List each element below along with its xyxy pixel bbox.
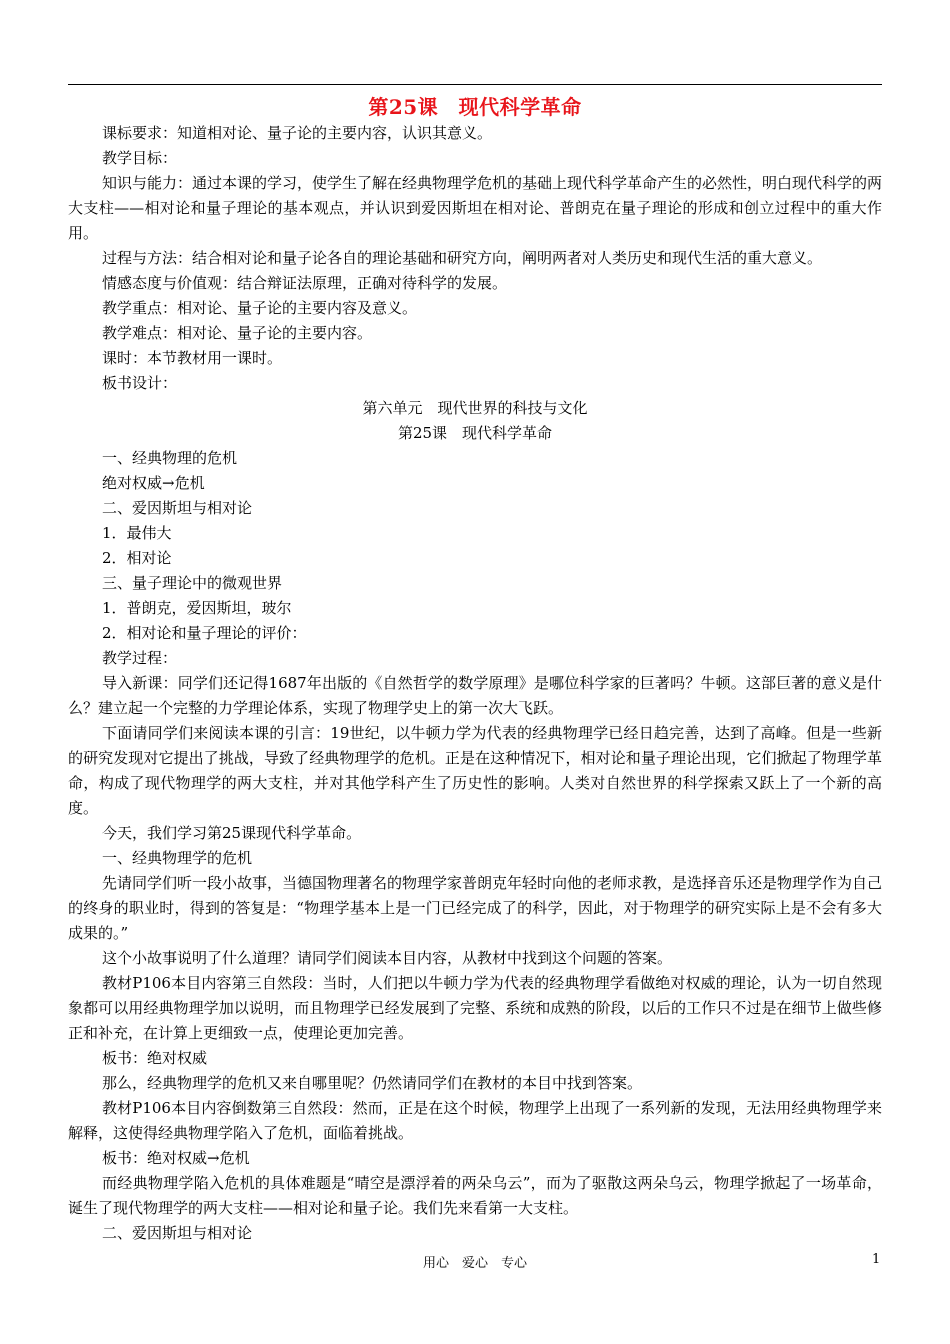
paragraph: 绝对权威→危机 — [102, 474, 205, 492]
centered-heading: 第六单元 现代世界的科技与文化 — [362, 399, 588, 417]
centered-heading: 第25课 现代科学革命 — [397, 424, 553, 442]
paragraph: 1．普朗克，爱因斯坦，玻尔 — [102, 599, 292, 617]
paragraph: 这个小故事说明了什么道理？请同学们阅读本目内容，从教材中找到这个问题的答案。 — [102, 949, 673, 967]
paragraph: 导入新课：同学们还记得1687年出版的《自然哲学的数学原理》是哪位科学家的巨著吗？牛顿。这部巨著的意义是什么？建立起一个完整的力学理论体系，实现了物理学史上的第一次大飞跃。 — [68, 674, 882, 717]
paragraph: 二、爱因斯坦与相对论 — [102, 499, 253, 517]
paragraph: 过程与方法：结合相对论和量子论各自的理论基础和研究方向，阐明两者对人类历史和现代生活的重大意义。 — [102, 249, 823, 267]
paragraph: 下面请同学们来阅读本课的引言：19世纪，以牛顿力学为代表的经典物理学已经日趋完善，达到了高峰。但是一些新的研究发现对它提出了挑战，导致了经典物理学的危机。正是在这种情况下，相对论和量子理论出现，它们掀起了物理学革命，构成了现代物理学的两大支柱，并对其他学科产生了历史性的影响。人类对自然世界的科学探索又跃上了一个新的高度。 — [68, 724, 882, 817]
paragraph: 三、量子理论中的微观世界 — [102, 574, 283, 592]
paragraph: 板书设计： — [102, 374, 178, 392]
paragraph: 板书：绝对权威 — [102, 1049, 208, 1067]
paragraph: 教材P106本目内容倒数第三自然段：然而，正是在这个时候，物理学上出现了一系列新的发现，无法用经典物理学来解释，这使得经典物理学陷入了危机，面临着挑战。 — [68, 1099, 882, 1142]
paragraph: 二、爱因斯坦与相对论 — [102, 1224, 253, 1242]
paragraph: 教材P106本目内容第三自然段：当时，人们把以牛顿力学为代表的经典物理学看做绝对权威的理论，认为一切自然现象都可以用经典物理学加以说明，而且物理学已经发展到了完整、系统和成熟的阶段，以后的工作只不过是在细节上做些修正和补充，在计算上更细致一点，使理论更加完善。 — [68, 974, 882, 1042]
header-rule — [68, 84, 882, 85]
paragraph: 教学重点：相对论、量子论的主要内容及意义。 — [102, 299, 418, 317]
paragraph: 2．相对论 — [102, 549, 172, 567]
paragraph: 情感态度与价值观：结合辩证法原理，正确对待科学的发展。 — [102, 274, 508, 292]
paragraph: 课标要求：知道相对论、量子论的主要内容，认识其意义。 — [102, 124, 493, 142]
page-number: 1 — [872, 1252, 881, 1267]
paragraph: 课时：本节教材用一课时。 — [102, 349, 283, 367]
paragraph: 而经典物理学陷入危机的具体难题是“晴空是漂浮着的两朵乌云”，而为了驱散这两朵乌云，物理学掀起了一场革命，诞生了现代物理学的两大支柱——相对论和量子论。我们先来看第一大支柱。 — [68, 1174, 882, 1217]
paragraph: 那么，经典物理学的危机又来自哪里呢？仍然请同学们在教材的本目中找到答案。 — [102, 1074, 643, 1092]
paragraph: 教学难点：相对论、量子论的主要内容。 — [102, 324, 373, 342]
paragraph: 知识与能力：通过本课的学习，使学生了解在经典物理学危机的基础上现代科学革命产生的必然性，明白现代科学的两大支柱——相对论和量子理论的基本观点，并认识到爱因斯坦在相对论、普朗克在量子理论的形成和创立过程中的重大作用。 — [68, 174, 883, 242]
lesson-title: 第25课 现代科学革命 — [368, 95, 582, 119]
paragraph: 板书：绝对权威→危机 — [102, 1149, 250, 1167]
paragraph: 2．相对论和量子理论的评价： — [102, 624, 307, 642]
paragraph: 教学过程： — [102, 649, 178, 667]
paragraph: 一、经典物理的危机 — [102, 449, 238, 467]
paragraph: 先请同学们听一段小故事，当德国物理著名的物理学家普朗克年轻时向他的老师求教，是选择音乐还是物理学作为自己的终身的职业时，得到的答复是：“物理学基本上是一门已经完成了的科学，因此，对于物理学的研究实际上是不会有多大成果的。” — [68, 874, 883, 942]
footer-slogan: 用心 爱心 专心 — [422, 1256, 527, 1271]
paragraph: 教学目标： — [102, 149, 178, 167]
paragraph: 今天，我们学习第25课现代科学革命。 — [102, 824, 362, 842]
paragraph: 一、经典物理学的危机 — [102, 849, 253, 867]
paragraph: 1．最伟大 — [102, 524, 172, 542]
document-body — [68, 121, 882, 1246]
